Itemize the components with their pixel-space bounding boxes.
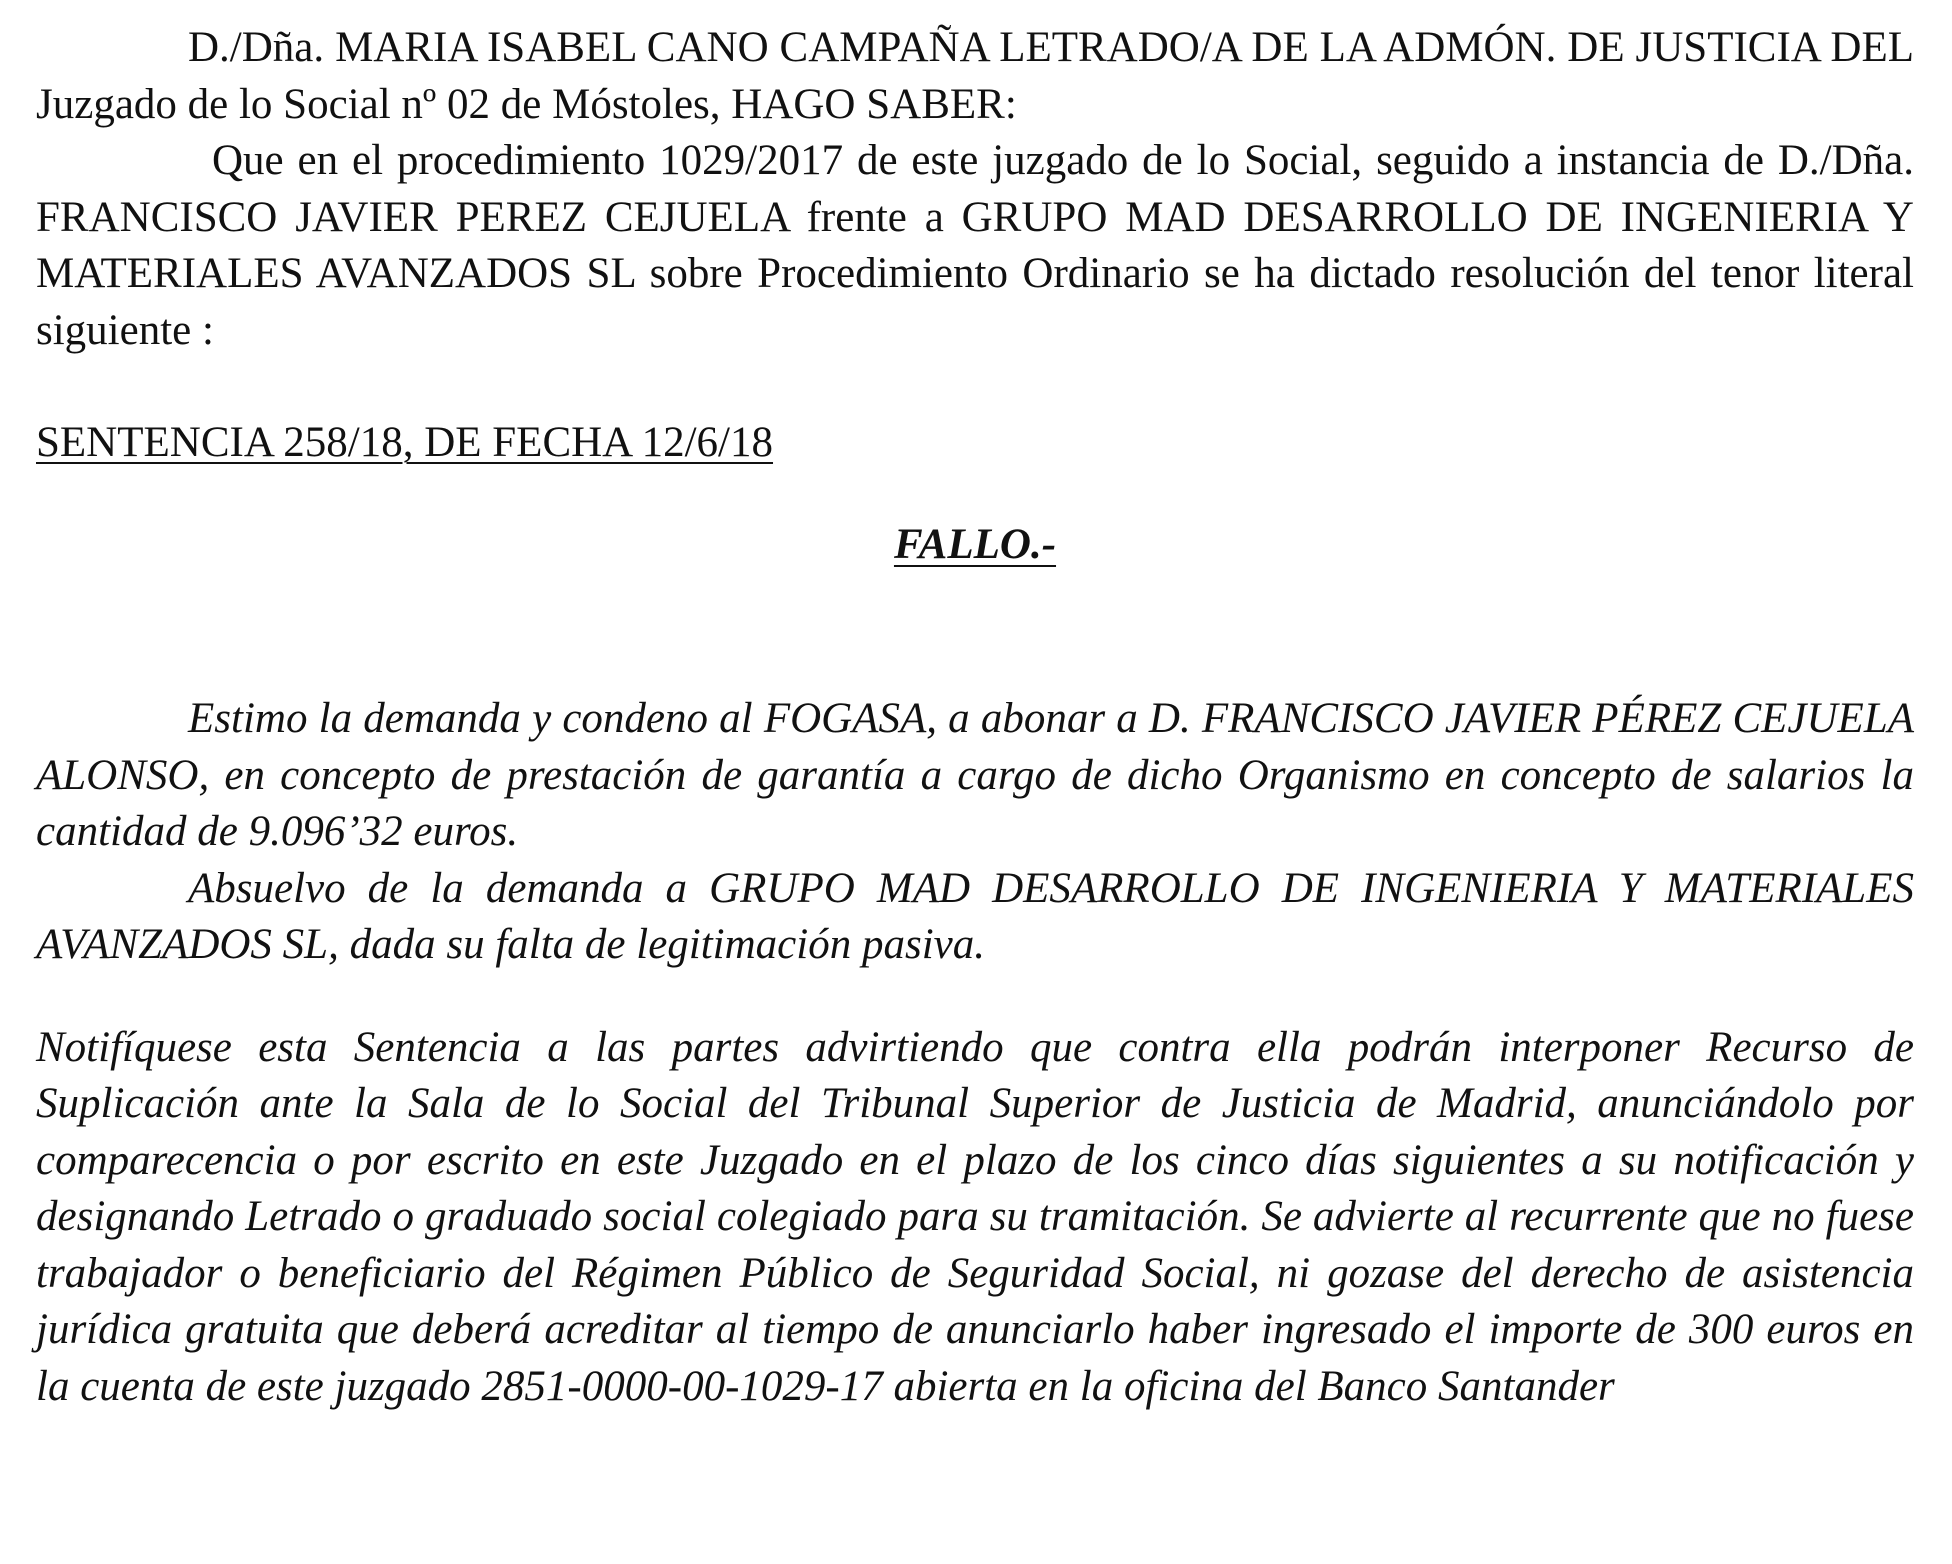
- spacer: [36, 974, 1914, 1020]
- spacer: [36, 573, 1914, 691]
- ruling-paragraph-1: Estimo la demanda y condeno al FOGASA, a abonar a D. FRANCISCO JAVIER PÉREZ CEJUELA ALONSO, en concepto de prestación de garantía a cargo de dicho Organismo en concepto de salarios la cantidad de 9.096’32 euros.: [36, 695, 1914, 855]
- notice-paragraph: Notifíquese esta Sentencia a las partes advirtiendo que contra ella podrán interponer Recurso de Suplicación ante la Sala de lo Social del Tribunal Superior de Justicia de Madrid, anunciándolo por comparecencia o por escrito en este Juzgado en el plazo de los cinco días siguientes a su notificación y designando Letrado o graduado social colegiado para su tramitación. Se advierte al recurrente que no fuese trabajador o beneficiario del Régimen Público de Seguridad Social, ni gozase del derecho de asistencia jurídica gratuita que deberá acreditar al tiempo de anunciarlo haber ingresado el importe de 300 euros en la cuenta de este juzgado 2851-0000-00-1029-17 abierta en la oficina del Banco Santander: [36, 1023, 1914, 1410]
- spacer: [36, 472, 1914, 517]
- sentence-heading: SENTENCIA 258/18, DE FECHA 12/6/18: [36, 419, 774, 466]
- intro-paragraph: D./Dña. MARIA ISABEL CANO CAMPAÑA LETRADO/A DE LA ADMÓN. DE JUSTICIA DEL Juzgado de lo Social nº 02 de Móstoles, HAGO SABER:: [36, 24, 1914, 128]
- spacer: [36, 359, 1914, 415]
- ruling-paragraph-2: Absuelvo de la demanda a GRUPO MAD DESARROLLO DE INGENIERIA Y MATERIALES AVANZADOS SL, dada su falta de legitimación pasiva.: [36, 864, 1914, 968]
- document-page: [36, 20, 1914, 1415]
- procedure-paragraph: Que en el procedimiento 1029/2017 de este juzgado de lo Social, seguido a instancia de D./Dña. FRANCISCO JAVIER PEREZ CEJUELA frente a GRUPO MAD DESARROLLO DE INGENIERIA Y MATERIALES AVANZADOS SL sobre Procedimiento Ordinario se ha dictado resolución del tenor literal siguiente :: [36, 137, 1914, 354]
- fallo-heading: FALLO.-: [893, 520, 1057, 568]
